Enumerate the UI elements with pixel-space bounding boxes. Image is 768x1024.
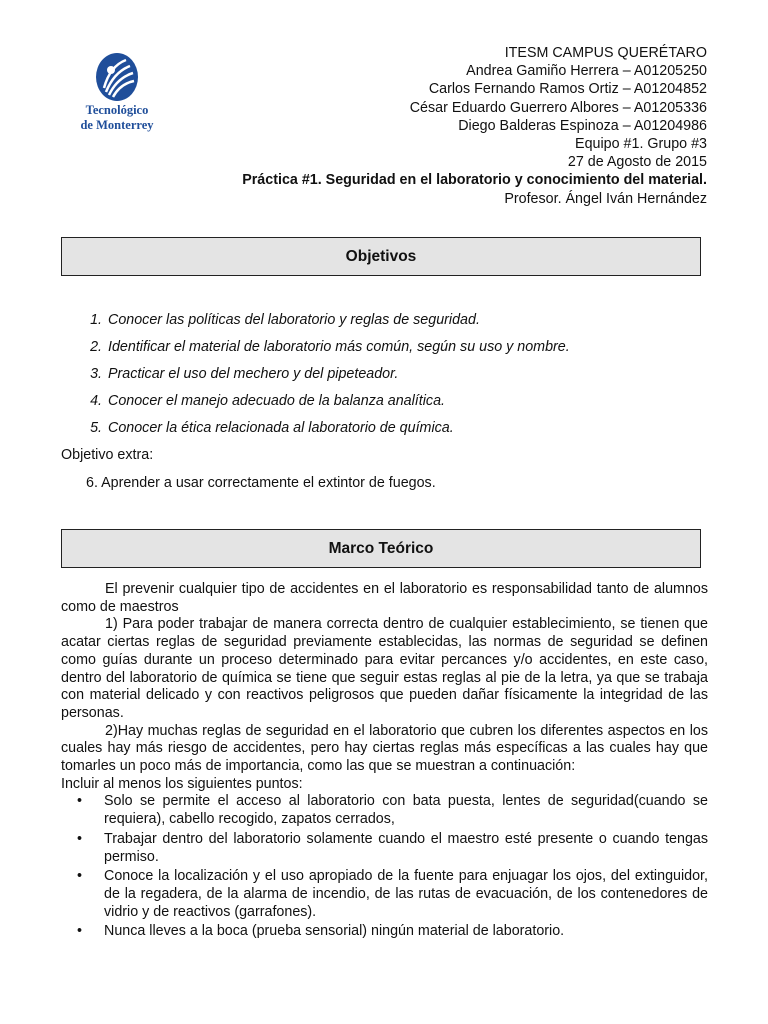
objetivos-heading: Objetivos	[345, 247, 417, 265]
institution-logo	[72, 52, 162, 132]
header-line: César Eduardo Guerrero Albores – A01205336	[409, 99, 707, 116]
list-item	[77, 830, 708, 866]
list-item	[77, 793, 708, 828]
list-item-text: Trabajar dentro del laboratorio solamente cuando el maestro esté presente o cuando tengas permiso.	[104, 830, 708, 865]
bullet-icon: •	[77, 830, 83, 847]
header-line: ITESM CAMPUS QUERÉTARO	[504, 45, 707, 61]
bullet-icon: •	[77, 923, 83, 940]
marco-heading-box	[61, 529, 701, 568]
objectives-section	[61, 307, 711, 498]
list-item-text: Solo se permite el acceso al laboratorio con bata puesta, lentes de seguridad(cuando se requiera), cabello recogido, zapatos cerrados,	[104, 793, 708, 828]
objective-item: 3. Practicar el uso del mechero y del pipeteador.	[106, 361, 711, 388]
marco-heading: Marco Teórico	[328, 539, 434, 557]
header-line: 27 de Agosto de 2015	[567, 154, 707, 171]
logo-text-line1: Tecnológico	[85, 103, 149, 117]
marco-body	[61, 581, 708, 943]
header-line: Carlos Fernando Ramos Ortiz – A01204852	[428, 81, 707, 98]
header-line: Diego Balderas Espinoza – A01204986	[458, 117, 707, 134]
logo-text-line2: de Monterrey	[80, 118, 154, 132]
objective-item: 2. Identificar el material de laboratorio más común, según su uso y nombre.	[106, 334, 711, 361]
objectives-list	[61, 307, 711, 442]
paragraph: El prevenir cualquier tipo de accidentes en el laboratorio es responsabilidad tanto de alumnos como de maestros	[61, 581, 708, 615]
practice-title: Práctica #1. Seguridad en el laboratorio y conocimiento del material.	[242, 172, 707, 189]
tec-logo-icon	[86, 52, 148, 102]
extra-objective-title: Objetivo extra:	[61, 447, 154, 463]
list-item-text: Nunca lleves a la boca (prueba sensorial) ningún material de laboratorio.	[104, 923, 565, 940]
list-item	[77, 868, 708, 921]
objective-item: 1. Conocer las políticas del laboratorio y reglas de seguridad.	[106, 307, 711, 334]
document-header	[242, 44, 707, 208]
objective-item: 4. Conocer el manejo adecuado de la balanza analítica.	[106, 388, 711, 415]
objective-item: 5. Conocer la ética relacionada al laboratorio de química.	[106, 415, 711, 442]
objetivos-heading-box	[61, 237, 701, 276]
list-item-text: Conoce la localización y el uso apropiado de la fuente para enjuagar los ojos, del extinguidor, de la regadera, de la alarma de incendio, de las rutas de evacuación, de los contenedores de vidrio y de reactivos (garrafones).	[104, 868, 708, 920]
header-line: Equipo #1. Grupo #3	[575, 136, 707, 153]
paragraph: 2)Hay muchas reglas de seguridad en el laboratorio que cubren los diferentes aspectos en los cuales hay más riesgo de accidentes, pero hay ciertas reglas más específicas a las cuales hay que tomarles un poco más de importancia, como las que se muestran a continuación:	[61, 722, 708, 775]
bullet-icon: •	[77, 868, 83, 885]
header-line: Andrea Gamiño Herrera – A01205250	[466, 63, 707, 80]
extra-objective-item: 6. Aprender a usar correctamente el extintor de fuegos.	[86, 475, 436, 491]
bullet-icon: •	[77, 793, 83, 810]
paragraph: Incluir al menos los siguientes puntos:	[61, 775, 303, 792]
paragraph: 1) Para poder trabajar de manera correcta dentro de cualquier establecimiento, se tienen que acatar ciertas reglas de seguridad previamente establecidas, las normas de seguridad se definen como guías durante un proceso determinado para evitar percances y/o accidentes, en este caso, dentro del laboratorio de química se tiene que seguir estas reglas al pie de la letra, ya que se trabaja con material delicado y con reactivos peligrosos que pueden dañar físicamente la integridad de las personas.	[61, 616, 708, 721]
rules-list	[61, 793, 708, 941]
list-item	[77, 923, 708, 941]
professor-line: Profesor. Ángel Iván Hernández	[504, 190, 707, 207]
